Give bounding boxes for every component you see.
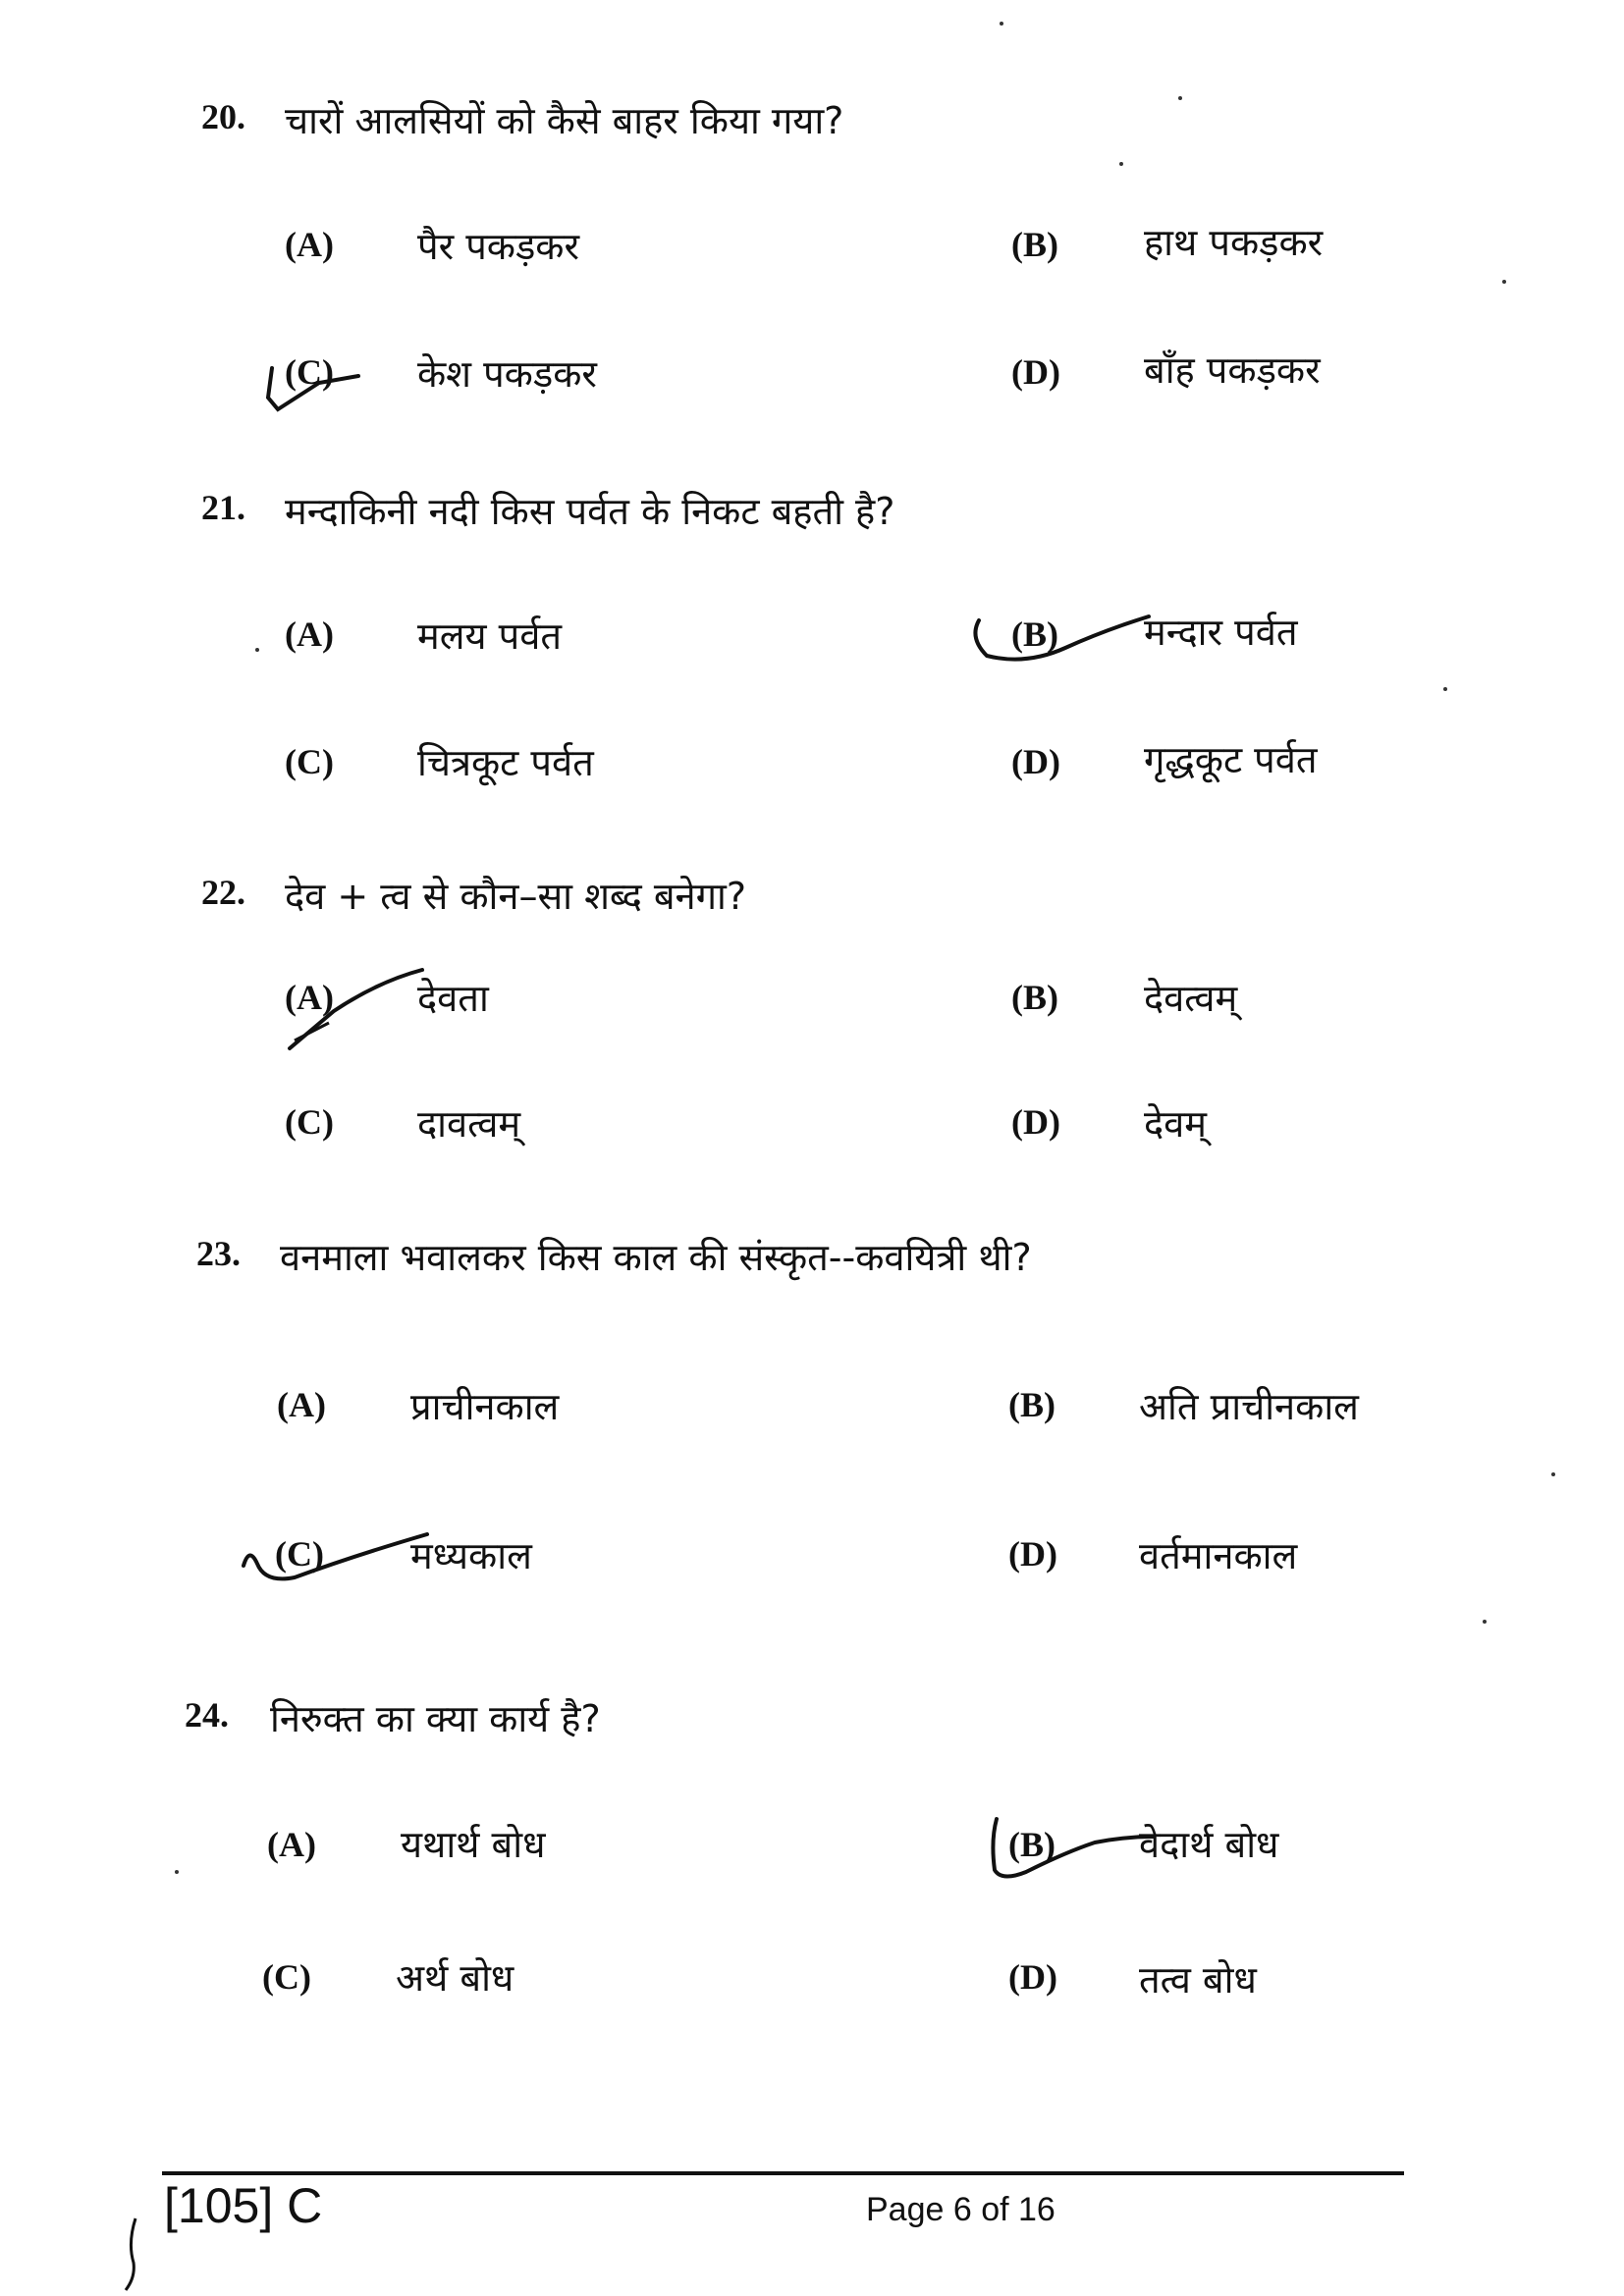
option-text-d: वर्तमानकाल [1139, 1534, 1298, 1577]
footer-rule [162, 2171, 1404, 2175]
option-text-d: बाँह पकड़कर [1144, 348, 1321, 392]
scan-speck [1000, 22, 1003, 26]
scan-speck [255, 648, 259, 652]
question-number: 21. [201, 488, 245, 527]
option-label-b: (B) [1008, 1385, 1056, 1424]
question-text: वनमाला भवालकर किस काल की संस्कृत--कवयित्री थी? [280, 1236, 1032, 1279]
option-text-c: केश पकड़कर [417, 352, 597, 396]
option-label-c: (C) [285, 1102, 334, 1142]
scan-speck [1551, 1472, 1555, 1476]
option-label-d: (D) [1011, 352, 1060, 392]
option-label-c: (C) [285, 742, 334, 781]
option-label-b: (B) [1011, 614, 1058, 654]
scan-speck [1483, 1620, 1487, 1624]
question-number: 22. [201, 873, 245, 912]
option-label-d: (D) [1008, 1534, 1057, 1574]
option-text-b: वेदार्थ बोध [1139, 1823, 1279, 1866]
option-label-a: (A) [285, 978, 334, 1017]
option-label-b: (B) [1011, 225, 1058, 264]
option-text-d: तत्व बोध [1139, 1958, 1257, 2002]
scan-speck [1178, 96, 1182, 100]
option-label-a: (A) [285, 614, 334, 654]
page-number: Page 6 of 16 [866, 2191, 1056, 2228]
paper-code: [105] C [164, 2178, 323, 2233]
option-text-b: हाथ पकड़कर [1144, 221, 1324, 264]
option-text-a: पैर पकड़कर [417, 225, 580, 268]
scan-speck [1502, 280, 1506, 284]
option-text-b: अति प्राचीनकाल [1139, 1385, 1359, 1428]
option-label-d: (D) [1011, 742, 1060, 781]
question-number: 23. [196, 1234, 241, 1273]
option-text-c: अर्थ बोध [396, 1956, 514, 2000]
question-text: देव + त्व से कौन–सा शब्द बनेगा? [285, 875, 747, 918]
option-text-b: देवत्वम् [1144, 977, 1238, 1020]
scan-speck [1443, 687, 1447, 691]
tick-mark-icon [236, 1526, 432, 1595]
option-label-c: (C) [275, 1534, 324, 1574]
option-text-c: चित्रकूट पर्वत [417, 741, 594, 784]
option-label-b: (B) [1008, 1825, 1056, 1864]
option-label-a: (A) [277, 1385, 326, 1424]
tick-mark-icon [967, 609, 1154, 667]
option-text-c: मध्यकाल [410, 1534, 532, 1577]
option-text-d: देवम् [1144, 1102, 1208, 1146]
option-label-a: (A) [267, 1825, 316, 1864]
option-text-a: देवता [417, 977, 489, 1020]
question-text: निरुक्त का क्या कार्य है? [270, 1697, 601, 1740]
option-label-a: (A) [285, 225, 334, 264]
scan-speck [175, 1870, 179, 1874]
option-label-d: (D) [1008, 1957, 1057, 1997]
option-text-b: मन्दार पर्वत [1144, 611, 1298, 654]
question-text: मन्दाकिनी नदी किस पर्वत के निकट बहती है? [285, 490, 895, 533]
option-text-a: प्राचीनकाल [410, 1385, 560, 1428]
option-text-d: गृद्धकूट पर्वत [1144, 738, 1318, 781]
option-label-d: (D) [1011, 1102, 1060, 1142]
option-label-c: (C) [262, 1957, 311, 1997]
option-label-b: (B) [1011, 978, 1058, 1017]
option-text-c: दावत्वम् [417, 1102, 521, 1146]
question-text: चारों आलसियों को कैसे बाहर किया गया? [285, 99, 844, 142]
option-text-a: मलय पर्वत [417, 614, 562, 658]
option-text-a: यथार्थ बोध [401, 1823, 546, 1866]
pen-stroke-icon [118, 2214, 147, 2292]
question-number: 24. [185, 1695, 229, 1735]
question-number: 20. [201, 97, 245, 136]
option-label-c: (C) [285, 352, 334, 392]
scan-speck [1119, 162, 1123, 166]
